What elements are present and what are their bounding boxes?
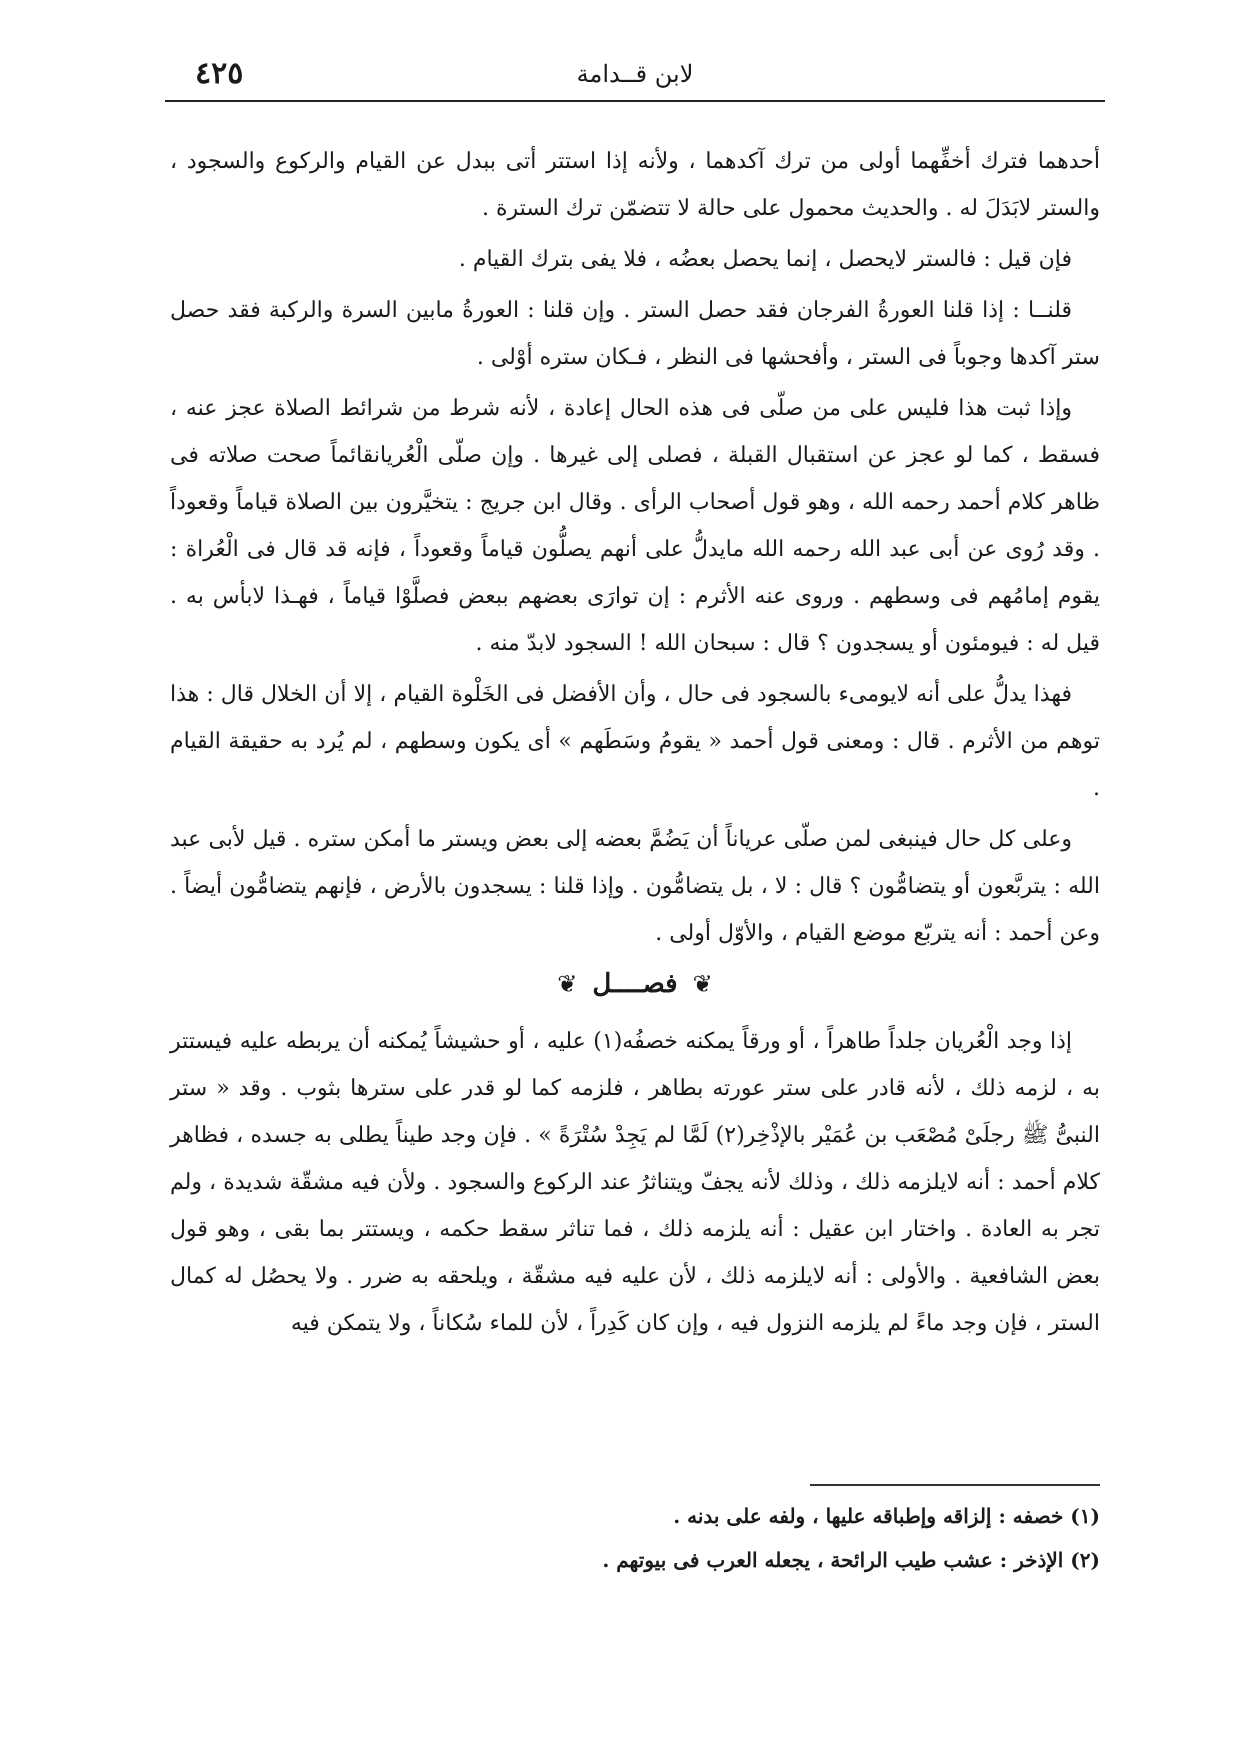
footnote-divider [810, 1484, 1100, 1486]
paragraph: قلنــا : إذا قلنا العورةُ الفرجان فقد حصل الستر . وإن قلنا : العورةُ مابين السرة والركبة فقد حصل ستر آكدها وجوباً فى الستر ، وأفحشها فى النظر ، فـكان ستره أوْلى . [170, 298, 1100, 370]
footnotes [170, 1494, 1100, 1582]
ornament-icon: ❦ [692, 970, 713, 998]
paragraph: أحدهما فترك أخفِّهما أولى من ترك آكدهما ، ولأنه إذا استتر أتى ببدل عن القيام والركوع والسجود ، والستر لابَدَلَ له . والحديث محمول على حالة لا تتضمّن ترك السترة . [170, 149, 1101, 221]
paragraph: فإن قيل : فالستر لايحصل ، إنما يحصل بعضُه ، فلا يفى بترك القيام . [458, 247, 1072, 272]
main-text [170, 138, 1100, 1351]
paragraph: فهذا يدلُّ على أنه لايومىء بالسجود فى حال ، وأن الأفضل فى الخَلْوة القيام ، إلا أن الخلال قال : هذا توهم من الأثرم . قال : ومعنى قول أحمد « يقومُ وسَطَهم » أى يكون وسطهم ، لم يُرد به حقيقة القيام . [170, 682, 1100, 801]
page-number: ٤٢٥ [195, 56, 244, 91]
section-heading [170, 961, 1100, 1008]
page-header [165, 52, 1105, 102]
section-heading-text: فصــــل [592, 969, 678, 999]
footnote: (٢) الإذخر : عشب طيب الرائحة ، يجعله العرب فى بيوتهم . [602, 1548, 1100, 1572]
paragraph: وإذا ثبت هذا فليس على من صلّى فى هذه الحال إعادة ، لأنه شرط من شرائط الصلاة عجز عنه ، فسقط ، كما لو عجز عن استقبال القبلة ، فصلى إلى غيرها . وإن صلّى الْعُريانقائماً صحت صلاته فى ظاهر كلام أحمد رحمه الله ، وهو قول أصحاب الرأى . وقال ابن جريج : يتخيَّرون بين الصلاة قياماً وقعوداً . وقد رُوى عن أبى عبد الله رحمه الله مايدلُّ على أنهم يصلُّون قياماً وقعوداً ، فإنه قد قال فى الْعُراة : يقوم إمامُهم فى وسطهم . وروى عنه الأثرم : إن توارَى بعضهم ببعض فصلَّوْا قياماً ، فهـذا لابأس به . قيل له : فيومئون أو يسجدون ؟ قال : سبحان الله ! السجود لابدّ منه . [170, 396, 1100, 656]
footnote: (١) خصفه : إلزاقه وإطباقه عليها ، ولفه على بدنه . [673, 1504, 1100, 1528]
ornament-icon: ❦ [557, 970, 578, 998]
paragraph: وعلى كل حال فينبغى لمن صلّى عرياناً أن يَضُمَّ بعضه إلى بعض ويستر ما أمكن ستره . قيل لأبى عبد الله : يتربَّعون أو يتضامُّون ؟ قال : لا ، بل يتضامُّون . وإذا قلنا : يسجدون بالأرض ، فإنهم يتضامُّون أيضاً . وعن أحمد : أنه يتربّع موضع القيام ، والأوّل أولى . [170, 827, 1100, 946]
paragraph: إذا وجد الْعُريان جلداً طاهراً ، أو ورقاً يمكنه خصفُه(١) عليه ، أو حشيشاً يُمكنه أن يربطه عليه فيستتر به ، لزمه ذلك ، لأنه قادر على ستر عورته بطاهر ، فلزمه كما لو قدر على سترها بثوب . وقد « ستر النبىُّ ﷺ رجلَىْ مُصْعَب بن عُمَيْر بالإذْخِر(٢) لَمَّا لم يَجِدْ سُتْرَةً » . فإن وجد طيناً يطلى به جسده ، فظاهر كلام أحمد : أنه لايلزمه ذلك ، وذلك لأنه يجفّ ويتناثرُ عند الركوع والسجود . ولأن فيه مشقّة شديدة ، ولم تجر به العادة . واختار ابن عقيل : أنه يلزمه ذلك ، فما تناثر سقط حكمه ، ويستتر بما بقى ، وهو قول بعض الشافعية . والأولى : أنه لايلزمه ذلك ، لأن عليه فيه مشقّة ، ويلحقه به ضرر . ولا يحصُل له كمال الستر ، فإن وجد ماءً لم يلزمه النزول فيه ، وإن كان كَدِراً ، لأن للماء سُكاناً ، ولا يتمكن فيه [170, 1029, 1100, 1336]
running-title: لابن قــدامة [576, 60, 694, 88]
